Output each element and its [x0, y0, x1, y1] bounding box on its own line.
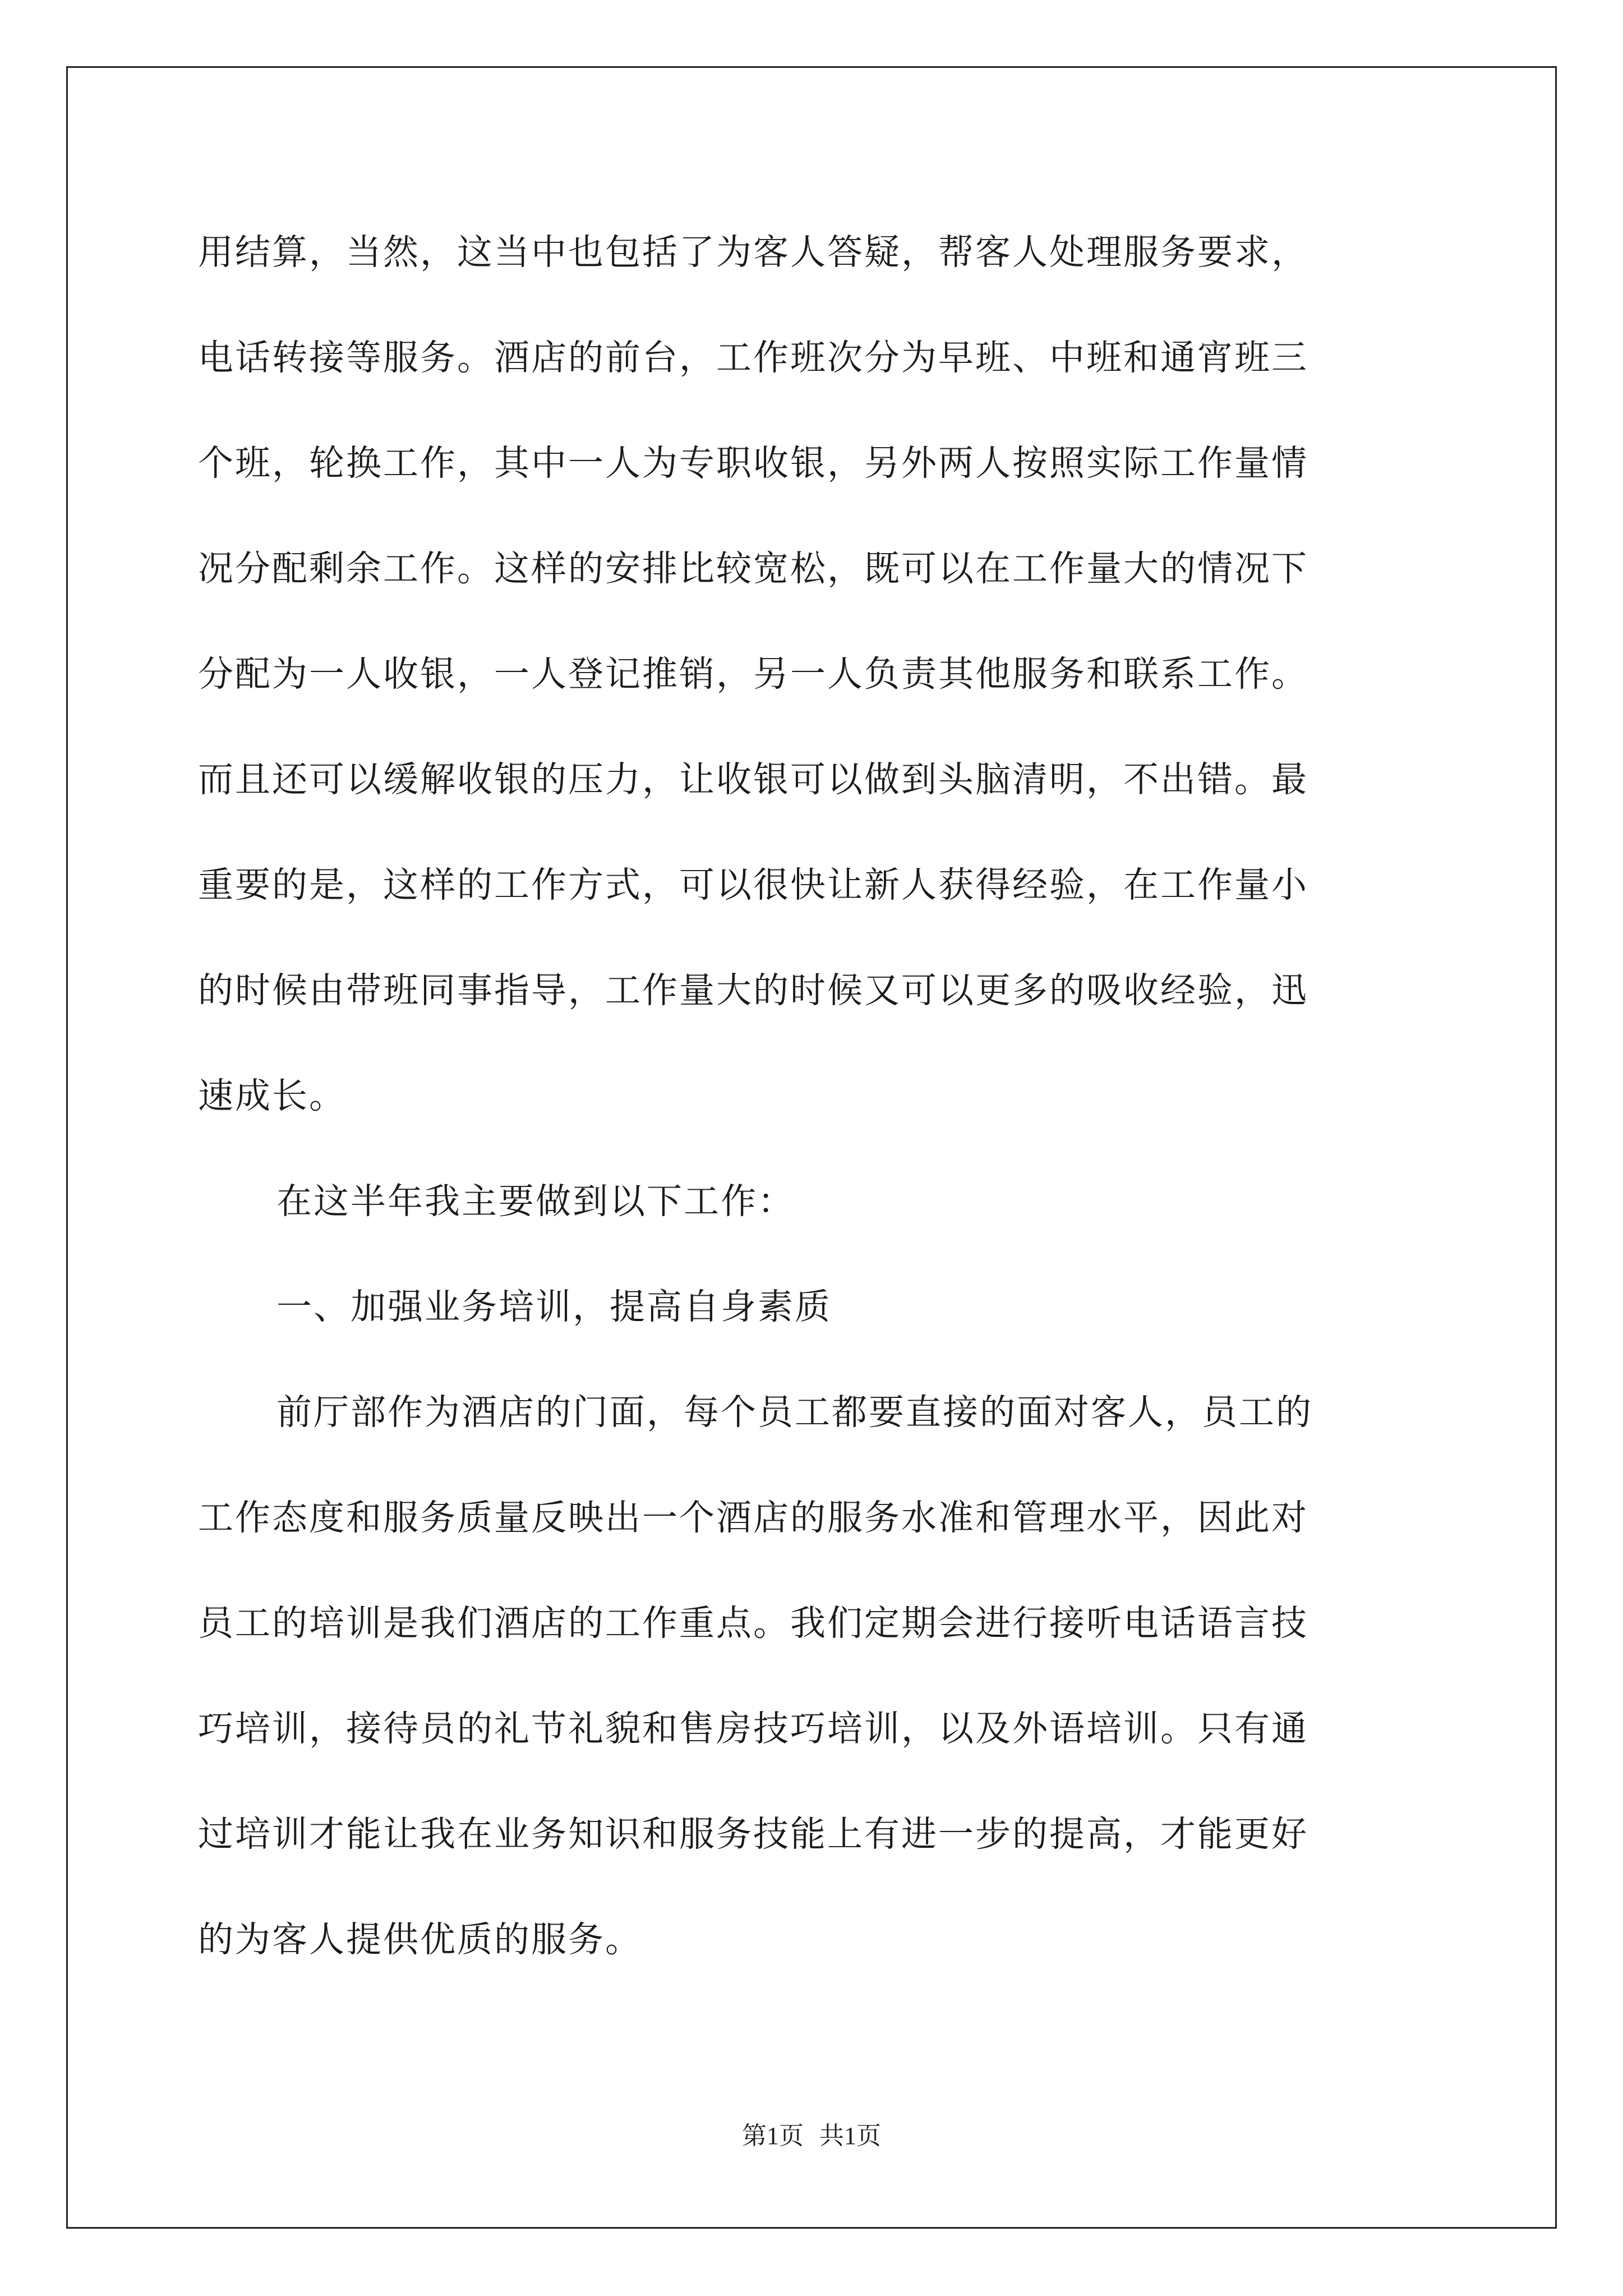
text-line: 个班，轮换工作，其中一人为专职收银，另外两人按照实际工作量情	[198, 443, 1308, 484]
text-line: 的为客人提供优质的服务。	[198, 1919, 642, 1960]
text-line: 用结算，当然，这当中也包括了为客人答疑，帮客人处理服务要求，	[198, 232, 1308, 273]
paragraph-1	[198, 200, 1429, 1149]
page-number: 第1页	[742, 2122, 804, 2150]
text-line: 分配为一人收银，一人登记推销，另一人负责其他服务和联系工作。	[198, 654, 1308, 694]
page-total: 共1页	[819, 2122, 881, 2150]
text-line: 巧培训，接待员的礼节礼貌和售房技巧培训，以及外语培训。只有通	[198, 1708, 1308, 1749]
text-line: 的时候由带班同事指导，工作量大的时候又可以更多的吸收经验，迅	[198, 970, 1308, 1011]
text-line: 而且还可以缓解收银的压力，让收银可以做到头脑清明，不出错。最	[198, 759, 1308, 800]
text-line: 一、加强业务培训，提高自身素质	[276, 1286, 832, 1327]
paragraph-2	[198, 1149, 1429, 1254]
page-footer	[0, 2119, 1623, 2153]
text-line: 重要的是，这样的工作方式，可以很快让新人获得经验，在工作量小	[198, 864, 1308, 905]
text-line: 前厅部作为酒店的门面，每个员工都要直接的面对客人，员工的	[276, 1392, 1313, 1433]
text-line: 员工的培训是我们酒店的工作重点。我们定期会进行接听电话语言技	[198, 1603, 1308, 1644]
paragraph-4	[198, 1360, 1429, 1993]
document-body	[198, 200, 1429, 1993]
text-line: 电话转接等服务。酒店的前台，工作班次分为早班、中班和通宵班三	[198, 337, 1308, 378]
text-line: 工作态度和服务质量反映出一个酒店的服务水准和管理水平，因此对	[198, 1497, 1308, 1538]
text-line: 速成长。	[198, 1075, 346, 1116]
text-line: 在这半年我主要做到以下工作：	[276, 1181, 795, 1222]
text-line: 况分配剩余工作。这样的安排比较宽松，既可以在工作量大的情况下	[198, 548, 1308, 589]
text-line: 过培训才能让我在业务知识和服务技能上有进一步的提高，才能更好	[198, 1814, 1308, 1855]
section-heading	[198, 1254, 1429, 1360]
